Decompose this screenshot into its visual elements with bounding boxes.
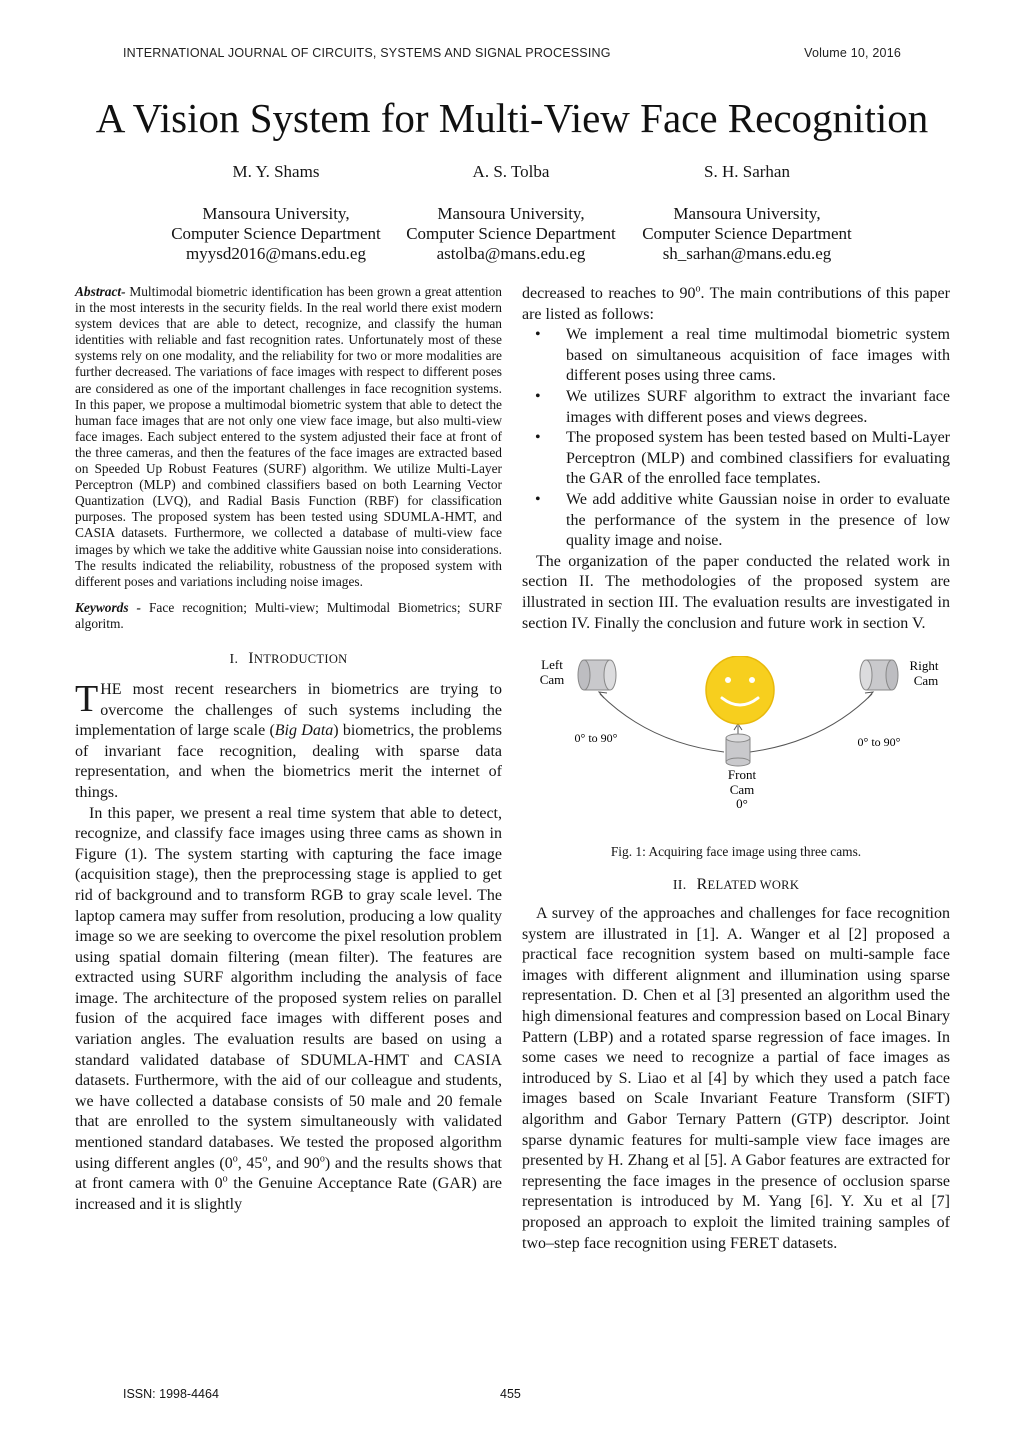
contributions-intro: decreased to reaches to 90$^o$. The main contributions of this paper are listed as follows: [522,283,950,323]
author-department: Computer Science Department [406,224,616,243]
author-department: Computer Science Department [171,224,381,243]
section-heading-related-work: II. RELATED WORK [672,876,800,894]
author-name: M. Y. Shams [232,162,320,181]
list-item: • The proposed system has been tested based on Multi-Layer Perceptron (MLP) and combined classifiers for evaluating the GAR of the enrolled face templates. [535,429,950,488]
left-arc [600,694,724,752]
right-cam-label-2: Cam [913,673,939,689]
page-number: 455 [500,1387,521,1401]
author-block-2 [381,162,641,264]
right-angle-label: 0° to 90° [857,735,901,750]
arrowhead-icon [599,692,607,698]
list-item: • We utilizes SURF algorithm to extract the invariant face images with different poses and views degrees. [535,387,950,426]
left-cam-icon [578,660,616,690]
section-heading-introduction: I. INTRODUCTION [229,649,348,667]
list-item: • We add additive white Gaussian noise in order to evaluate the performance of the system in the presence of low quality image and noise. [535,490,950,550]
drop-cap: T [75,677,99,720]
front-cam-icon [726,734,750,766]
author-email[interactable]: sh_sarhan@mans.edu.eg [662,244,832,263]
left-angle-label: 0° to 90° [574,731,618,746]
author-email[interactable]: astolba@mans.edu.eg [436,244,586,263]
keywords [75,600,502,632]
keywords-text: Face recognition; Multi-view; Multimodal Biometrics; SURF algoritm. [75,599,502,631]
left-cam-label-2: Cam [539,672,565,688]
front-cam-label-1: Front [727,767,757,783]
left-cam-label-1: Left [541,657,563,673]
author-department: Computer Science Department [642,224,852,243]
front-cam-label-2: Cam [729,782,755,798]
bullet-icon: • [535,326,541,344]
bullet-icon: • [535,490,541,508]
organization-paragraph: The organization of the paper conducted the related work in section II. The methodologies of the proposed system are illustrated in section III. The evaluation results are investigated in section IV. Finally the conclusion and future work in section V. [522,552,950,632]
intro-paragraph-1: THE most recent researchers in biometrics are trying to overcome the challenges of such systems including the implementation of large scale (Big Data) biometrics, the problems of invariant face recognition, dealing with sparse data representation, and when the biometrics merit the internet of things. [75,677,502,801]
smiley-face-icon [706,656,774,724]
right-cam-icon [860,660,898,690]
bullet-icon: • [535,387,541,405]
figure-1 [522,656,950,826]
author-email[interactable]: myysd2016@mans.edu.eg [186,244,366,263]
left-column [75,284,502,1215]
intro-paragraph-2: In this paper, we present a real time system that able to detect, recognize, and classify face images using three cams as shown in Figure (1). The system starting with capturing the face image (acquisition stage), then the preprocessing stage is applied to get rid of background and to transform RGB to gray scale level. The laptop camera may suffer from resolution, producing a low quality image so we are seeking to overcome the pixel resolution problem using spatial domain filtering (mean filter). The features are extracted using SURF algorithm including the analysis of face image. The architecture of the proposed system relies on parallel fusion of the acquired face images with different poses and variation angles. The evaluation results are based on using a standard validated database of SDUMLA-HMT and CASIA datasets. Furthermore, with the aid of our colleague and students, we have collected a database consists of 50 male and 20 female that are enrolled to the system simultaneously with validated mentioned standard databases. We tested the proposed algorithm using different angles (0$^o$, 45$^o$, and 90$^o$) and the results shows that at front camera with 0$^o$ the Genuine Acceptance Rate (GAR) are increased and it is slightly [75,804,503,1213]
right-cam-label-1: Right [909,658,939,674]
author-affiliation: Mansoura University, [673,204,821,223]
volume-header: Volume 10, 2016 [804,46,901,60]
journal-header: INTERNATIONAL JOURNAL OF CIRCUITS, SYSTEMS AND SIGNAL PROCESSING [123,46,611,60]
front-cam-label-3: 0° [736,796,748,812]
author-affiliation: Mansoura University, [202,204,350,223]
bullet-icon: • [535,429,541,447]
list-item: • We implement a real time multimodal biometric system based on simultaneous acquisition of face images with different poses using three cams. [535,326,950,385]
author-affiliation: Mansoura University, [437,204,585,223]
keywords-label: Keywords - [75,599,141,615]
three-cam-diagram [522,656,950,826]
related-work-paragraph: A survey of the approaches and challenges for face recognition system are illustrated in [1]. A. Wanger et al [2] proposed a practical face recognition system based on multi-sample face images with different alignment and illumination using sparse representation. D. Chen et al [3] presented an algorithm used the high dimensional features and compression based on Local Binary Pattern (LBP) and a rotated sparse regression of face images. In some cases we need to recognize a partial of face images as introduced by S. Liao et al [4] by which they used a patch face images based on Scale Invariant Feature Transform (SIFT) algorithm and Gabor Ternary Pattern (GTP) descriptor. Joint sparse dynamic features for multi-sample view face images are presented by H. Zhang et al [5]. A Gabor features are extracted for representing the face images in the presence of occlusion sparse representation is introduced by M. Yang [6]. Y. Xu et al [7] proposed an approach to exploit the limited training samples of two–step face recognition using FERET datasets. [522,905,950,1252]
author-block-1 [146,162,406,264]
contributions-list [522,325,950,552]
arrowhead-icon [865,692,873,698]
figure-caption: Fig. 1: Acquiring face image using three cams. [610,844,862,860]
author-block-3 [617,162,877,264]
abstract-label: Abstract- [75,284,126,299]
abstract-text: Multimodal biometric identification has been grown a great attention in the most interests in the security fields. In the real world there exist modern system devices that are able to detect, recognize, and classify the human identities with reliable and fast recognition rates. Unfortunately most of these systems rely on one modality, and the reliability for two or more modalities are further decreased. The variations of face images with respect to different poses are considered as one of the important challenges in face recognition systems. In this paper, we propose a multimodal biometric system that able to detect the human face images that are not only one view face image, but also multi-view face images. Each subject entered to the system adjusted their face at front of the three cameras, and then the features of the face images are extracted based on Speeded Up Robust Features (SURF) algorithm. We utilize Multi-Layer Perceptron (MLP) and combined classifiers based on both Learning Vector Quantization (LVQ), and Radial Basis Function (RBF) for classification purposes. The proposed system has been tested using SDUMLA-HMT, and CASIA datasets. Furthermore, we collected a database of multi-view face images by which we take the additive white Gaussian noise into considerations. The results indicated the reliability, robustness of the proposed system with different poses and variations including noise images. [75,284,502,589]
paper-title: A Vision System for Multi-View Face Recognition [95,95,929,141]
author-name: A. S. Tolba [472,162,550,181]
issn-footer: ISSN: 1998-4464 [123,1387,219,1401]
abstract [75,284,502,590]
right-column [522,284,950,1254]
author-name: S. H. Sarhan [704,162,790,181]
